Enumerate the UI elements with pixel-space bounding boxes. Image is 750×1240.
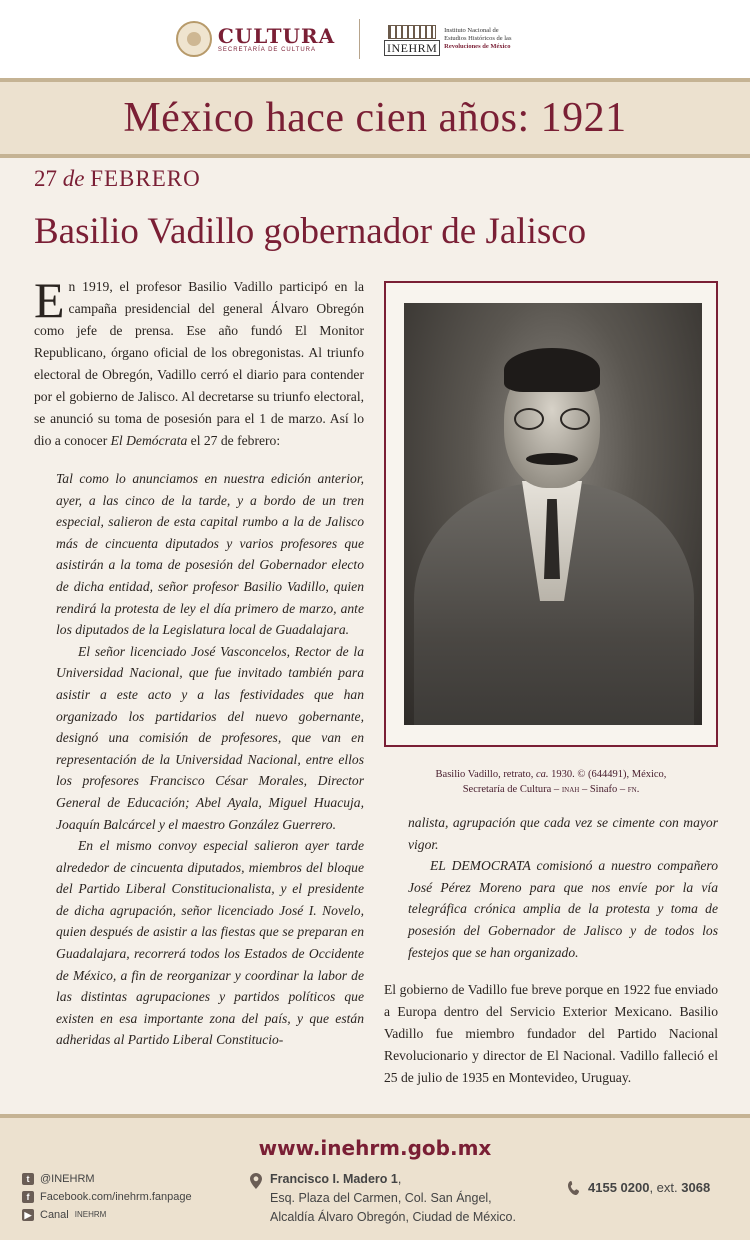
quote-paragraph: En el mismo convoy especial salieron ayer tarde alrededor de cincuenta diputados, miembros del bloque del Partido Liberal Constitucionalista, y el presidente de dicha agrupación, señor licenciado José I. Novelo, quien después de asistir a las fiestas que se preparan en Guadalajara, recorrerá todos los Estados de Occidente de México, a fin de reorganizar y coordinar la labor de las distintas agrupaciones y partidos políticos que existen en esa importante zona del país, y que están adheridas al Partido Liberal Constitucio- <box>56 838 364 1048</box>
quote-paragraph: Tal como lo anunciamos en nuestra edición anterior, ayer, a las cinco de la tarde, y a bordo de un tren especial, salieron de esta capital rumbo a la de Jalisco más de cincuenta diputados y varios profesores que asistirán a la toma de posesión del Gobernador electo de dicha entidad, señor profesor Basilio Vadillo, quien rendirá la protesta de ley el día primero de marzo, ante los diputados de la Legislatura local de Guadalajara. <box>56 471 364 638</box>
cultura-wordmark: CULTURA <box>217 24 336 48</box>
inehrm-wordmark: INEHRM <box>384 40 440 56</box>
inehrm-line: Instituto Nacional de <box>444 27 499 34</box>
twitter-link[interactable]: t @INEHRM <box>22 1170 192 1188</box>
page-title: México hace cien años: 1921 <box>123 95 627 141</box>
inehrm-line: Estudios Históricos de las <box>444 35 512 42</box>
intro-text: n 1919, el profesor Basilio Vadillo participó en la campaña presidencial del general Álvaro Obregón como jefe de prensa. Ese año fundó El Monitor Republicano, órgano oficial de los obregonistas. Al triunfo electoral de Obregón, Vadillo cerró el diario para contender por el gobierno de Jalisco. Al decretarse su triunfo electoral, se anunció su toma de posesión para el 1 de marzo. Así lo dio a conocer <box>34 279 364 448</box>
quote-continuation <box>408 812 718 963</box>
date-de: de <box>62 166 85 191</box>
website-link[interactable]: www.inehrm.gob.mx <box>258 1136 492 1160</box>
inehrm-fullname <box>444 27 574 51</box>
phone: 4155 0200, ext. 3068 <box>568 1180 710 1195</box>
date-month: FEBRERO <box>90 166 201 191</box>
quote-paragraph: EL DEMOCRATA comisionó a nuestro compañero José Pérez Moreno para que nos envíe por la vía telegráfica crónica amplia de la protesta y toma de posesión del Gobernador de Jalisco y de todos los festejos que se han organizado. <box>408 858 718 960</box>
cultura-subtitle: SECRETARÍA DE CULTURA <box>217 47 316 53</box>
inehrm-logo <box>384 23 574 55</box>
facebook-link[interactable]: f Facebook.com/inehrm.fanpage <box>22 1188 192 1206</box>
twitter-icon: t <box>22 1173 34 1185</box>
cultura-logo <box>176 21 335 57</box>
portrait-photo <box>404 303 702 725</box>
title-band <box>0 78 750 158</box>
phone-icon <box>568 1181 580 1195</box>
photo-frame <box>384 281 718 747</box>
address-line: Esq. Plaza del Carmen, Col. San Ángel, <box>270 1191 492 1205</box>
social-links <box>22 1170 192 1224</box>
header-logos <box>0 0 750 78</box>
facebook-icon: f <box>22 1191 34 1203</box>
photo-caption: Basilio Vadillo, retrato, ca. 1930. © (644491), México, Secretaría de Cultura – inah – Sinafo – fn. <box>435 769 667 795</box>
youtube-icon: ▶ <box>22 1209 34 1221</box>
building-icon <box>384 23 440 55</box>
logo-divider <box>359 19 360 59</box>
date-day: 27 <box>34 166 57 191</box>
newspaper-name: El Demócrata <box>110 433 188 448</box>
left-column <box>34 272 364 1051</box>
article-headline: Basilio Vadillo gobernador de Jalisco <box>34 211 587 252</box>
quote-paragraph: nalista, agrupación que cada vez se cimente con mayor vigor. <box>408 815 718 852</box>
quote-block <box>34 468 364 1051</box>
intro-text-end: el 27 de febrero: <box>187 433 281 448</box>
address-line: Alcaldía Álvaro Obregón, Ciudad de México. <box>270 1210 516 1224</box>
footer <box>0 1114 750 1240</box>
quote-paragraph: El señor licenciado José Vasconcelos, Rector de la Universidad Nacional, que fue invitado también para asistir a este acto y a las festividades que han organizado los partidarios del nuevo gobernante, designó una comisión de profesores, que van en representación de la Universidad Nacional, entre ellos los profesores Francisco César Morales, Director General de Educación; Abel Ayala, Miguel Huacuja, Joaquín Balcárcel y el maestro González Guerrero. <box>56 643 364 832</box>
address-street: Francisco I. Madero 1 <box>270 1172 398 1186</box>
location-pin-icon <box>250 1173 262 1189</box>
youtube-link[interactable]: ▶ Canal INEHRM <box>22 1206 192 1224</box>
closing-paragraph: El gobierno de Vadillo fue breve porque en 1922 fue enviado a Europa dentro del Servicio Exterior Mexicano. Basilio Vadillo fue miembro fundador del Partido Nacional Revolucionario y director de El Nacional. Vadillo falleció el 25 de julio de 1935 en Montevideo, Uruguay. <box>384 982 718 1085</box>
address: Francisco I. Madero 1, Esq. Plaza del Carmen, Col. San Ángel, Alcaldía Álvaro Obregón, Ciudad de México. <box>250 1170 516 1227</box>
intro-paragraph <box>34 272 364 452</box>
dropcap: E <box>34 272 65 328</box>
inehrm-line: Revoluciones de México <box>444 43 511 50</box>
eagle-seal-icon <box>176 21 212 57</box>
article-date <box>34 166 201 192</box>
